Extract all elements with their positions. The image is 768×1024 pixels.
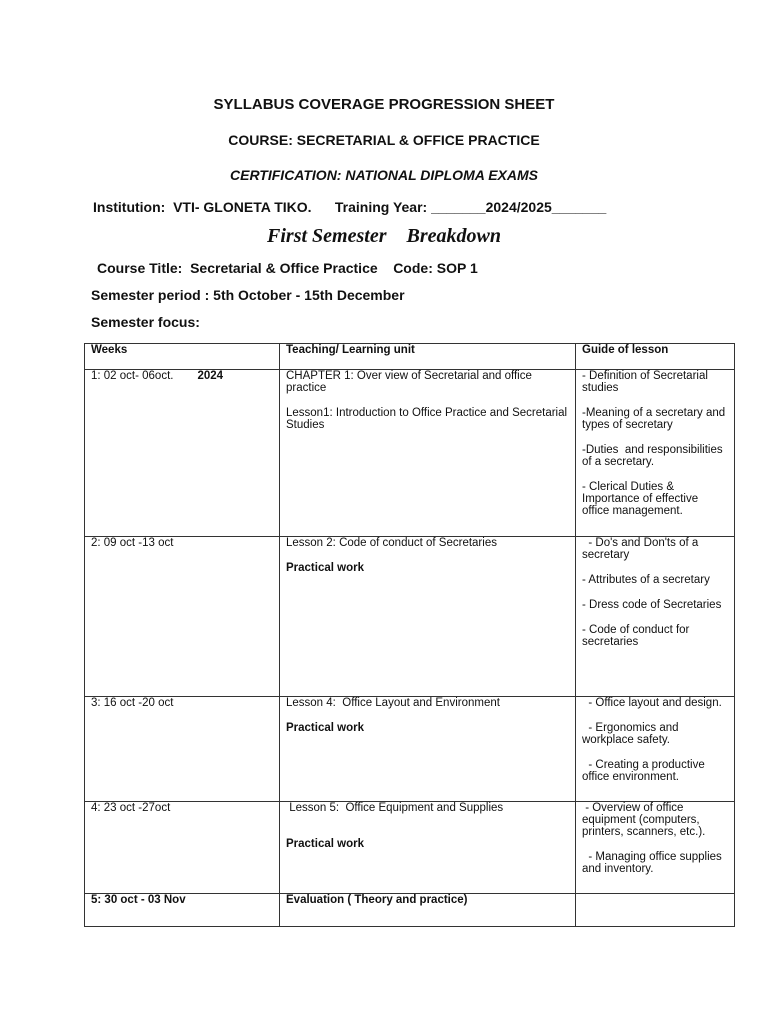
chapter-title: CHAPTER 1: Over view of Secretarial and office practice	[286, 370, 536, 394]
semester-heading: First Semester Breakdown	[267, 225, 501, 247]
guide-cell	[576, 697, 735, 802]
guide-item: - Overview of office equipment (computers, printers, scanners, etc.).	[582, 802, 706, 838]
guide-item: -Meaning of a secretary and types of secretary	[582, 407, 729, 431]
table-row	[85, 894, 735, 927]
unit-cell	[280, 697, 576, 802]
practical-work-label: Practical work	[286, 722, 364, 734]
guide-cell	[576, 537, 735, 697]
guide-item: - Code of conduct for secretaries	[582, 624, 693, 648]
guide-item: - Office layout and design.	[582, 697, 722, 709]
guide-cell	[576, 802, 735, 894]
unit-cell	[280, 370, 576, 537]
week-year: 2024	[197, 370, 224, 382]
header-guide: Guide of lesson	[576, 344, 735, 370]
header-weeks: Weeks	[85, 344, 280, 370]
week-cell: 2: 09 oct -13 oct	[85, 537, 280, 697]
semester-period: Semester period : 5th October - 15th December	[91, 287, 405, 303]
practical-work-label: Practical work	[286, 838, 364, 850]
lesson-title: Lesson 5: Office Equipment and Supplies	[286, 802, 504, 814]
table-row	[85, 697, 735, 802]
unit-cell	[280, 802, 576, 894]
week-cell	[85, 370, 280, 537]
institution-line: Institution: VTI- GLONETA TIKO. Training Year: _______2024/2025_______	[93, 199, 607, 215]
guide-item: - Dress code of Secretaries	[582, 599, 722, 611]
table-row	[85, 370, 735, 537]
guide-item: - Clerical Duties & Importance of effective office management.	[582, 481, 702, 517]
practical-work-label: Practical work	[286, 562, 364, 574]
document-title: SYLLABUS COVERAGE PROGRESSION SHEET	[213, 96, 555, 113]
course-title-line: Course Title: Secretarial & Office Practice Code: SOP 1	[97, 260, 478, 276]
lesson-title: Lesson 4: Office Layout and Environment	[286, 697, 500, 709]
course-heading: COURSE: SECRETARIAL & OFFICE PRACTICE	[228, 132, 540, 148]
guide-item: - Attributes of a secretary	[582, 574, 710, 586]
lesson-title: Lesson1: Introduction to Office Practice and Secretarial Studies	[286, 407, 571, 431]
table-row	[85, 802, 735, 894]
certification-heading: CERTIFICATION: NATIONAL DIPLOMA EXAMS	[230, 167, 538, 183]
guide-cell	[576, 894, 735, 927]
guide-item: - Do's and Don'ts of a secretary	[582, 537, 702, 561]
guide-item: - Creating a productive office environment.	[582, 759, 708, 783]
unit-cell	[280, 537, 576, 697]
week-cell: 4: 23 oct -27oct	[85, 802, 280, 894]
week-text: 1: 02 oct- 06oct.	[91, 370, 174, 382]
guide-item: -Duties and responsibilities of a secretary.	[582, 444, 726, 468]
guide-item: - Managing office supplies and inventory.	[582, 851, 725, 875]
guide-item: - Definition of Secretarial studies	[582, 370, 712, 394]
table-row	[85, 537, 735, 697]
table-header-row	[85, 344, 735, 370]
semester-focus: Semester focus:	[91, 314, 200, 330]
guide-item: - Ergonomics and workplace safety.	[582, 722, 682, 746]
unit-cell: Evaluation ( Theory and practice)	[280, 894, 576, 927]
syllabus-table	[84, 343, 735, 927]
guide-cell	[576, 370, 735, 537]
lesson-title: Lesson 2: Code of conduct of Secretaries	[286, 537, 497, 549]
week-cell: 3: 16 oct -20 oct	[85, 697, 280, 802]
week-cell: 5: 30 oct - 03 Nov	[85, 894, 280, 927]
header-unit: Teaching/ Learning unit	[280, 344, 576, 370]
